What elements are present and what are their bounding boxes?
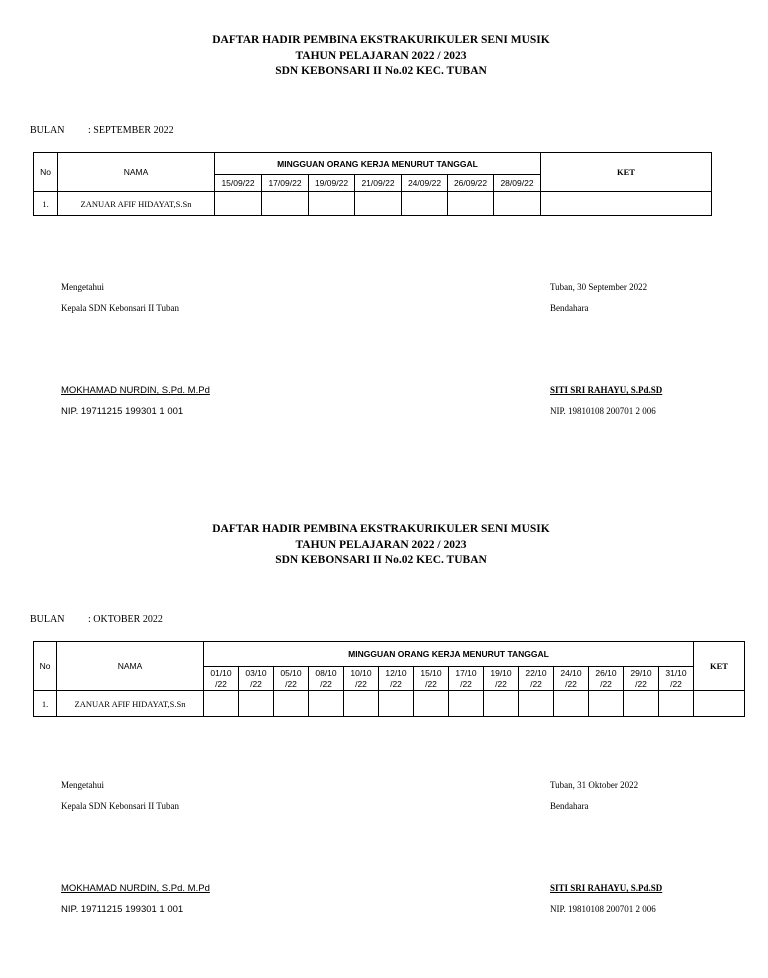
date-header: 28/09/22 (494, 175, 541, 192)
header-mingguan: MINGGUAN ORANG KERJA MENURUT TANGGAL (215, 153, 541, 175)
date-day-month: 10/10 (350, 667, 372, 678)
date-day-month: 26/10 (595, 667, 617, 678)
date-header (449, 667, 484, 691)
table-row (34, 691, 745, 717)
attendance-cell[interactable] (402, 192, 448, 216)
attendance-cell[interactable] (519, 691, 554, 717)
attendance-cell[interactable] (554, 691, 589, 717)
sig-right-name: SITI SRI RAHAYU, S.Pd.SD (550, 385, 663, 395)
sig-right-nip: NIP. 19810108 200701 2 006 (550, 904, 656, 914)
sig-left-known: Mengetahui (61, 282, 104, 292)
date-day-month: 15/10 (420, 667, 442, 678)
sig-right-date: Tuban, 31 Oktober 2022 (550, 780, 639, 790)
month-value: : OKTOBER 2022 (88, 614, 163, 625)
attendance-cell[interactable] (239, 691, 274, 717)
title-line-1: DAFTAR HADIR PEMBINA EKSTRAKURIKULER SENI MUSIK (212, 523, 550, 535)
attendance-cell[interactable] (204, 691, 239, 717)
attendance-cell[interactable] (355, 192, 402, 216)
attendance-cell[interactable] (414, 691, 449, 717)
attendance-cell[interactable] (262, 192, 309, 216)
attendance-sheet-september (0, 0, 768, 480)
month-label: BULAN (30, 125, 65, 136)
month-row (30, 125, 174, 136)
title-line-2: TAHUN PELAJARAN 2022 / 2023 (295, 49, 467, 62)
ket-cell[interactable] (541, 192, 712, 216)
sig-right-role: Bendahara (550, 801, 589, 811)
attendance-cell[interactable] (449, 691, 484, 717)
attendance-table (33, 641, 745, 717)
date-day-month: 22/10 (525, 667, 547, 678)
header-ket: KET (694, 642, 745, 691)
date-header (379, 667, 414, 691)
date-year: /22 (355, 678, 367, 689)
date-year: /22 (250, 678, 262, 689)
date-year: /22 (495, 678, 507, 689)
date-year: /22 (530, 678, 542, 689)
date-header (414, 667, 449, 691)
date-day-month: 12/10 (385, 667, 407, 678)
date-header (519, 667, 554, 691)
attendance-cell[interactable] (215, 192, 262, 216)
attendance-table (33, 152, 712, 216)
attendance-cell[interactable] (484, 691, 519, 717)
date-header (589, 667, 624, 691)
title-line-1: DAFTAR HADIR PEMBINA EKSTRAKURIKULER SENI MUSIK (212, 34, 550, 46)
sig-left-name: MOKHAMAD NURDIN, S.Pd. M.Pd (61, 883, 210, 894)
date-year: /22 (600, 678, 612, 689)
header-no: No (34, 642, 57, 691)
sig-left-nip: NIP. 19711215 199301 1 001 (61, 904, 184, 915)
date-header (484, 667, 519, 691)
title-line-3: SDN KEBONSARI II No.02 KEC. TUBAN (275, 65, 487, 77)
row-number: 1. (34, 691, 57, 717)
header-nama: NAMA (57, 642, 204, 691)
date-day-month: 19/10 (490, 667, 512, 678)
attendance-sheet-oktober (0, 489, 768, 969)
date-header: 17/09/22 (262, 175, 309, 192)
month-value: : SEPTEMBER 2022 (88, 125, 174, 136)
document-title (0, 33, 762, 80)
row-name: ZANUAR AFIF HIDAYAT,S.Sn (58, 192, 215, 216)
date-header: 19/09/22 (309, 175, 355, 192)
sig-left-role: Kepala SDN Kebonsari II Tuban (61, 801, 179, 811)
date-header (624, 667, 659, 691)
date-day-month: 31/10 (665, 667, 687, 678)
date-day-month: 17/10 (455, 667, 477, 678)
date-year: /22 (635, 678, 647, 689)
attendance-cell[interactable] (448, 192, 494, 216)
attendance-cell[interactable] (589, 691, 624, 717)
attendance-cell[interactable] (379, 691, 414, 717)
row-name: ZANUAR AFIF HIDAYAT,S.Sn (57, 691, 204, 717)
date-day-month: 01/10 (210, 667, 232, 678)
date-header (204, 667, 239, 691)
header-no: No (34, 153, 58, 192)
attendance-cell[interactable] (624, 691, 659, 717)
date-header (239, 667, 274, 691)
date-year: /22 (670, 678, 682, 689)
sig-left-role: Kepala SDN Kebonsari II Tuban (61, 303, 179, 313)
sig-left-name: MOKHAMAD NURDIN, S.Pd. M.Pd (61, 385, 210, 396)
sig-left-nip: NIP. 19711215 199301 1 001 (61, 406, 184, 417)
date-year: /22 (285, 678, 297, 689)
date-year: /22 (460, 678, 472, 689)
document-title (0, 522, 762, 569)
date-header (659, 667, 694, 691)
date-day-month: 24/10 (560, 667, 582, 678)
attendance-cell[interactable] (309, 192, 355, 216)
sig-right-name: SITI SRI RAHAYU, S.Pd.SD (550, 883, 663, 893)
month-row (30, 614, 163, 625)
attendance-cell[interactable] (494, 192, 541, 216)
date-year: /22 (565, 678, 577, 689)
date-header (309, 667, 344, 691)
sig-right-nip: NIP. 19810108 200701 2 006 (550, 406, 656, 416)
attendance-cell[interactable] (659, 691, 694, 717)
header-nama: NAMA (58, 153, 215, 192)
date-day-month: 08/10 (315, 667, 337, 678)
date-day-month: 29/10 (630, 667, 652, 678)
date-year: /22 (390, 678, 402, 689)
header-ket: KET (541, 153, 712, 192)
date-header (344, 667, 379, 691)
month-label: BULAN (30, 614, 65, 625)
date-header (554, 667, 589, 691)
date-year: /22 (425, 678, 437, 689)
title-line-2: TAHUN PELAJARAN 2022 / 2023 (295, 538, 467, 551)
date-day-month: 05/10 (280, 667, 302, 678)
date-year: /22 (215, 678, 227, 689)
date-header: 24/09/22 (402, 175, 448, 192)
date-header: 15/09/22 (215, 175, 262, 192)
ket-cell[interactable] (694, 691, 745, 717)
header-mingguan: MINGGUAN ORANG KERJA MENURUT TANGGAL (204, 642, 694, 667)
sig-left-known: Mengetahui (61, 780, 104, 790)
date-day-month: 03/10 (245, 667, 267, 678)
date-header (274, 667, 309, 691)
sig-right-role: Bendahara (550, 303, 589, 313)
attendance-cell[interactable] (274, 691, 309, 717)
row-number: 1. (34, 192, 58, 216)
attendance-cell[interactable] (344, 691, 379, 717)
date-year: /22 (320, 678, 332, 689)
date-header: 21/09/22 (355, 175, 402, 192)
title-line-3: SDN KEBONSARI II No.02 KEC. TUBAN (275, 554, 487, 566)
sig-right-date: Tuban, 30 September 2022 (550, 282, 648, 292)
table-row (34, 192, 712, 216)
attendance-cell[interactable] (309, 691, 344, 717)
date-header: 26/09/22 (448, 175, 494, 192)
